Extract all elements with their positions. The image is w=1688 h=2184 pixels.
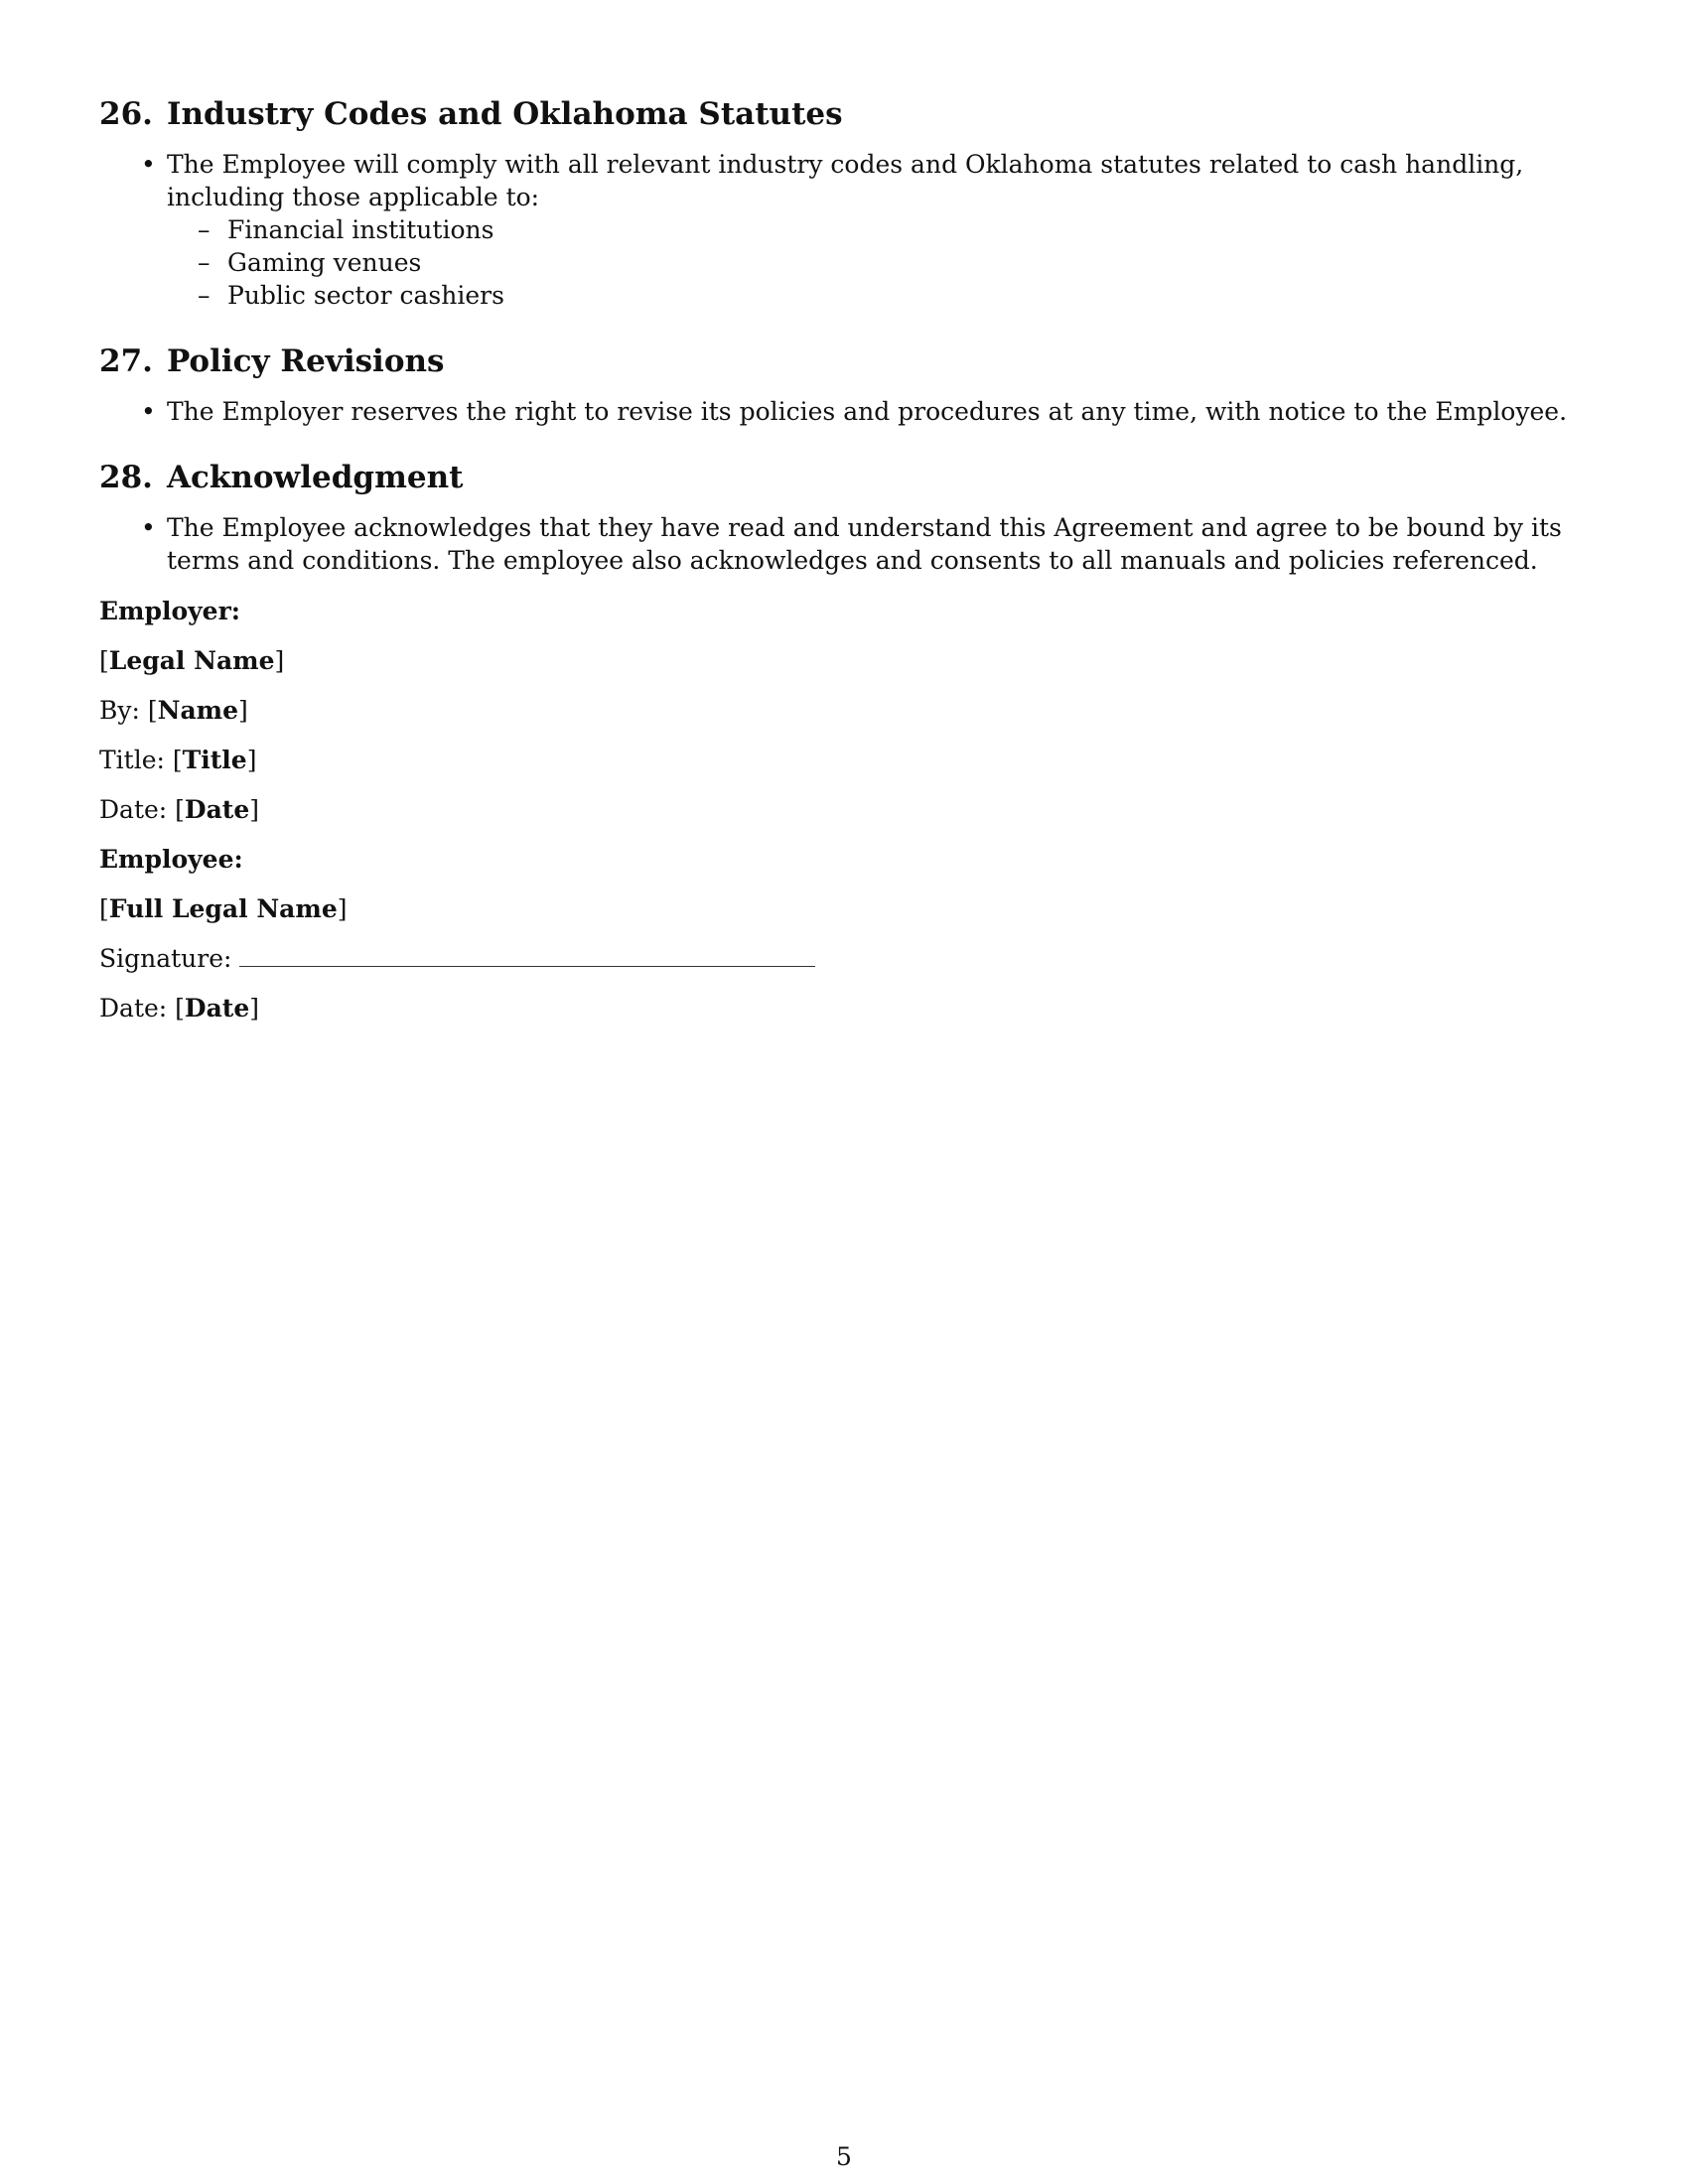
section-heading [99, 94, 1589, 134]
document-page [99, 94, 1589, 1041]
employer-legal-name: [Legal Name] [99, 646, 285, 675]
by-label: By: [99, 696, 140, 725]
title-label: Title: [99, 746, 165, 774]
section-heading [99, 458, 1589, 497]
bullet-text: The Employer reserves the right to revise its policies and procedures at any time, with notice to the Employee. [167, 397, 1568, 426]
sub-list-item: – Public sector cashiers [227, 279, 1589, 312]
list-item [167, 511, 1589, 577]
employee-signature-line [99, 942, 1589, 975]
date-label: Date: [99, 994, 168, 1023]
employer-name-field[interactable]: Name [157, 696, 239, 725]
bullet-list [99, 395, 1589, 428]
section-28 [99, 458, 1589, 577]
section-heading [99, 341, 1589, 381]
section-26 [99, 94, 1589, 312]
bullet-text: The Employee acknowledges that they have read and understand this Agreement and agree to be bound by its terms and conditions. The employee also acknowledges and consents to all manuals and policies referenced. [167, 513, 1562, 575]
list-item [167, 148, 1589, 312]
sub-list-item: – Gaming venues [227, 246, 1589, 279]
employer-legal-name-field[interactable]: Legal Name [108, 646, 275, 675]
section-title: Acknowledgment [166, 460, 464, 495]
signature-block [99, 595, 1589, 1024]
section-number: 27. [99, 343, 153, 379]
section-title: Industry Codes and Oklahoma Statutes [166, 96, 843, 132]
section-27 [99, 341, 1589, 428]
employer-title-field[interactable]: Title [182, 746, 247, 774]
employer-by-line: By: [Name] [99, 696, 248, 725]
sub-list-item: – Financial institutions [227, 213, 1589, 246]
date-label: Date: [99, 795, 168, 824]
section-number: 26. [99, 96, 153, 132]
employer-heading: Employer: [99, 597, 240, 625]
sub-list [167, 213, 1589, 312]
list-item [167, 395, 1589, 428]
employee-date-field[interactable]: Date [184, 994, 250, 1023]
signature-label: Signature: [99, 944, 232, 973]
employee-heading: Employee: [99, 845, 243, 874]
employer-title-line: Title: [Title] [99, 746, 257, 774]
section-title: Policy Revisions [166, 343, 445, 379]
employee-legal-name-field[interactable]: Full Legal Name [108, 894, 338, 923]
signature-field[interactable] [239, 944, 815, 967]
bullet-list [99, 511, 1589, 577]
employee-full-legal-name: [Full Legal Name] [99, 894, 348, 923]
page-number: 5 [836, 2142, 852, 2171]
section-number: 28. [99, 460, 153, 495]
bullet-text: The Employee will comply with all relevant industry codes and Oklahoma statutes related to cash handling, including those applicable to: [167, 150, 1524, 211]
bullet-list [99, 148, 1589, 312]
employer-date-field[interactable]: Date [184, 795, 250, 824]
employee-date-line: Date: [Date] [99, 994, 260, 1023]
employer-date-line: Date: [Date] [99, 795, 260, 824]
